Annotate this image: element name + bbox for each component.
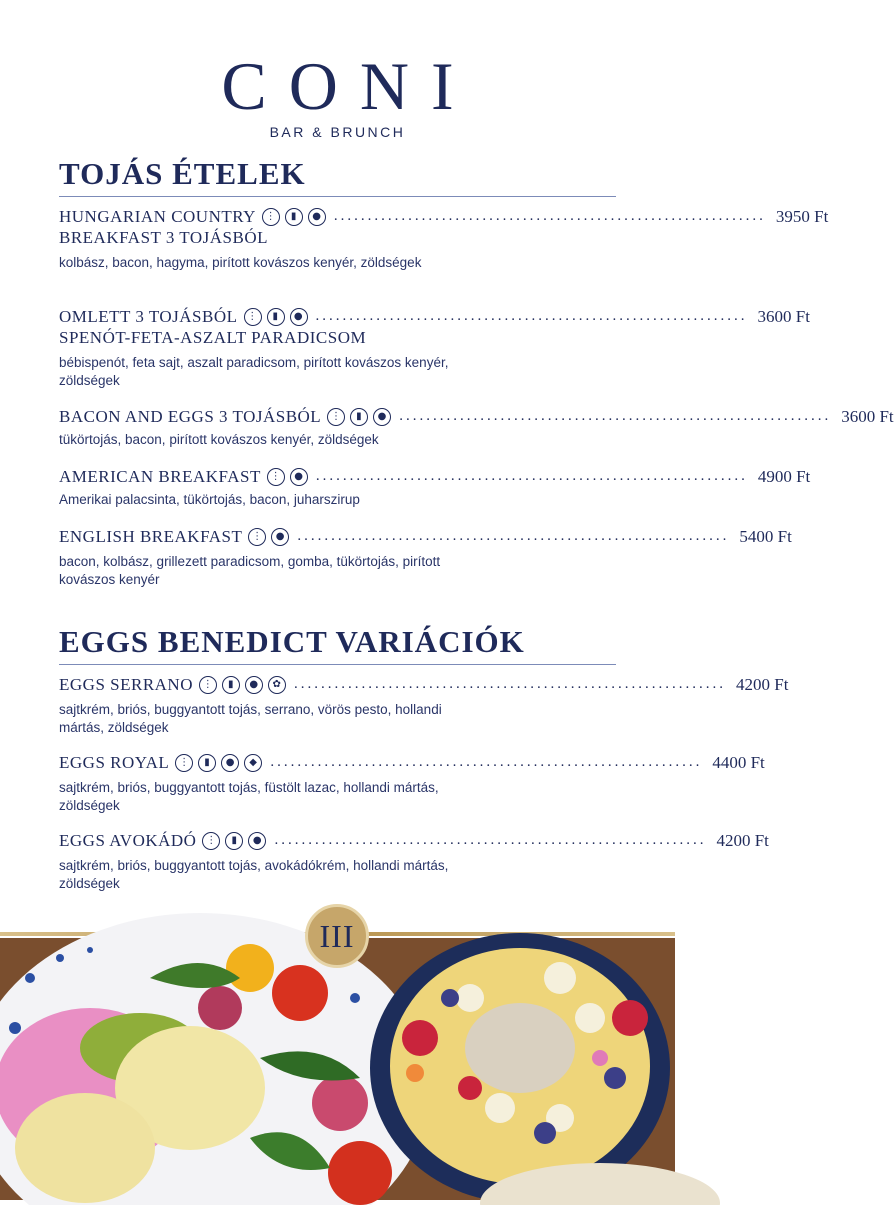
leader-dots: ................................................................ <box>294 676 726 692</box>
item-price: 3600 Ft <box>841 407 894 426</box>
allergen-icons <box>175 754 262 772</box>
leader-dots: ................................................................ <box>333 208 766 224</box>
wheat-icon: ⋮ <box>199 676 217 694</box>
egg-icon: ● <box>290 308 308 326</box>
menu-item <box>59 752 765 815</box>
allergen-icons <box>202 832 266 850</box>
item-name: EGGS AVOKÁDÓ <box>59 831 197 850</box>
item-description: tükörtojás, bacon, pirított kovászos kenyér, zöldségek <box>59 432 379 447</box>
item-price: 3600 Ft <box>757 307 810 326</box>
item-description: bébispenót, feta sajt, aszalt paradicsom, pirított kovászos kenyér, zöldségek <box>59 355 449 388</box>
menu-item <box>59 674 789 737</box>
menu-item <box>59 830 769 893</box>
item-price: 4900 Ft <box>757 467 811 486</box>
item-price: 3950 Ft <box>775 207 829 226</box>
item-price: 5400 Ft <box>739 527 792 546</box>
item-price: 4400 Ft <box>712 753 765 772</box>
item-price: 4200 Ft <box>736 675 789 694</box>
page-number-badge <box>305 904 369 968</box>
egg-icon: ● <box>221 754 239 772</box>
item-description: Amerikai palacsinta, tükörtojás, bacon, juharszirup <box>59 492 360 507</box>
leader-dots: ................................................................ <box>274 832 707 848</box>
egg-icon: ● <box>248 832 266 850</box>
wheat-icon: ⋮ <box>202 832 220 850</box>
item-name: EGGS SERRANO <box>59 675 193 694</box>
item-name: AMERICAN BREAKFAST <box>59 467 261 486</box>
food-photo <box>0 938 675 1200</box>
allergen-icons <box>248 528 289 546</box>
leader-dots: ................................................................ <box>315 468 748 484</box>
item-name-line2: BREAKFAST 3 TOJÁSBÓL <box>59 228 269 247</box>
wheat-icon: ⋮ <box>175 754 193 772</box>
allergen-icons <box>244 308 308 326</box>
section-divider <box>59 664 616 665</box>
section-eggs-benedict <box>59 624 789 891</box>
item-name-line2: SPENÓT-FETA-ASZALT PARADICSOM <box>59 328 367 347</box>
item-name: OMLETT 3 TOJÁSBÓL <box>59 307 238 326</box>
milk-icon: ▮ <box>225 832 243 850</box>
section-title: EGGS BENEDICT VARIÁCIÓK <box>59 624 525 659</box>
egg-icon: ● <box>271 528 289 546</box>
milk-icon: ▮ <box>267 308 285 326</box>
milk-icon: ▮ <box>222 676 240 694</box>
brand-header <box>0 50 675 140</box>
egg-icon: ● <box>245 676 263 694</box>
brand-name: CONI <box>221 48 476 124</box>
leader-dots: ................................................................ <box>399 408 832 424</box>
menu-item <box>59 406 894 449</box>
allergen-icons <box>327 408 391 426</box>
milk-icon: ▮ <box>198 754 216 772</box>
allergen-icons <box>199 676 286 694</box>
item-name: BACON AND EGGS 3 TOJÁSBÓL <box>59 407 322 426</box>
allergen-icons <box>267 468 308 486</box>
item-description: sajtkrém, briós, buggyantott tojás, serrano, vörös pesto, hollandi mártás, zöldségek <box>59 702 442 735</box>
brand-subtitle: BAR & BRUNCH <box>269 124 406 140</box>
wheat-icon: ⋮ <box>267 468 285 486</box>
section-divider <box>59 196 616 197</box>
allergen-icons <box>262 208 326 226</box>
wheat-icon: ⋮ <box>248 528 266 546</box>
egg-icon: ● <box>308 208 326 226</box>
wheat-icon: ⋮ <box>262 208 280 226</box>
item-price: 4200 Ft <box>716 831 769 850</box>
section-title: TOJÁS ÉTELEK <box>59 156 306 191</box>
item-description: sajtkrém, briós, buggyantott tojás, füstölt lazac, hollandi mártás, zöldségek <box>59 780 439 813</box>
item-description: bacon, kolbász, grillezett paradicsom, gomba, tükörtojás, pirított kovászos kenyér <box>59 554 441 587</box>
egg-icon: ● <box>373 408 391 426</box>
milk-icon: ▮ <box>285 208 303 226</box>
menu-item <box>59 206 829 272</box>
milk-icon: ▮ <box>350 408 368 426</box>
egg-icon: ● <box>290 468 308 486</box>
section-egg-dishes <box>59 156 894 587</box>
page-number: III <box>319 917 355 954</box>
item-description: sajtkrém, briós, buggyantott tojás, avokádókrém, hollandi mártás, zöldségek <box>59 858 449 891</box>
leader-dots: ................................................................ <box>315 308 748 324</box>
item-description: kolbász, bacon, hagyma, pirított kovászos kenyér, zöldségek <box>59 255 422 270</box>
food-photo-illustration <box>0 938 675 1200</box>
item-name: ENGLISH BREAKFAST <box>59 527 243 546</box>
item-name: HUNGARIAN COUNTRY <box>59 207 256 226</box>
menu-item <box>59 306 810 390</box>
fish-icon: ◆ <box>244 754 262 772</box>
menu-item <box>59 526 792 589</box>
leader-dots: ................................................................ <box>270 754 703 770</box>
item-name: EGGS ROYAL <box>59 753 170 772</box>
nut-icon: ✿ <box>268 676 286 694</box>
menu-item <box>59 466 811 509</box>
wheat-icon: ⋮ <box>244 308 262 326</box>
wheat-icon: ⋮ <box>327 408 345 426</box>
leader-dots: ................................................................ <box>297 528 730 544</box>
